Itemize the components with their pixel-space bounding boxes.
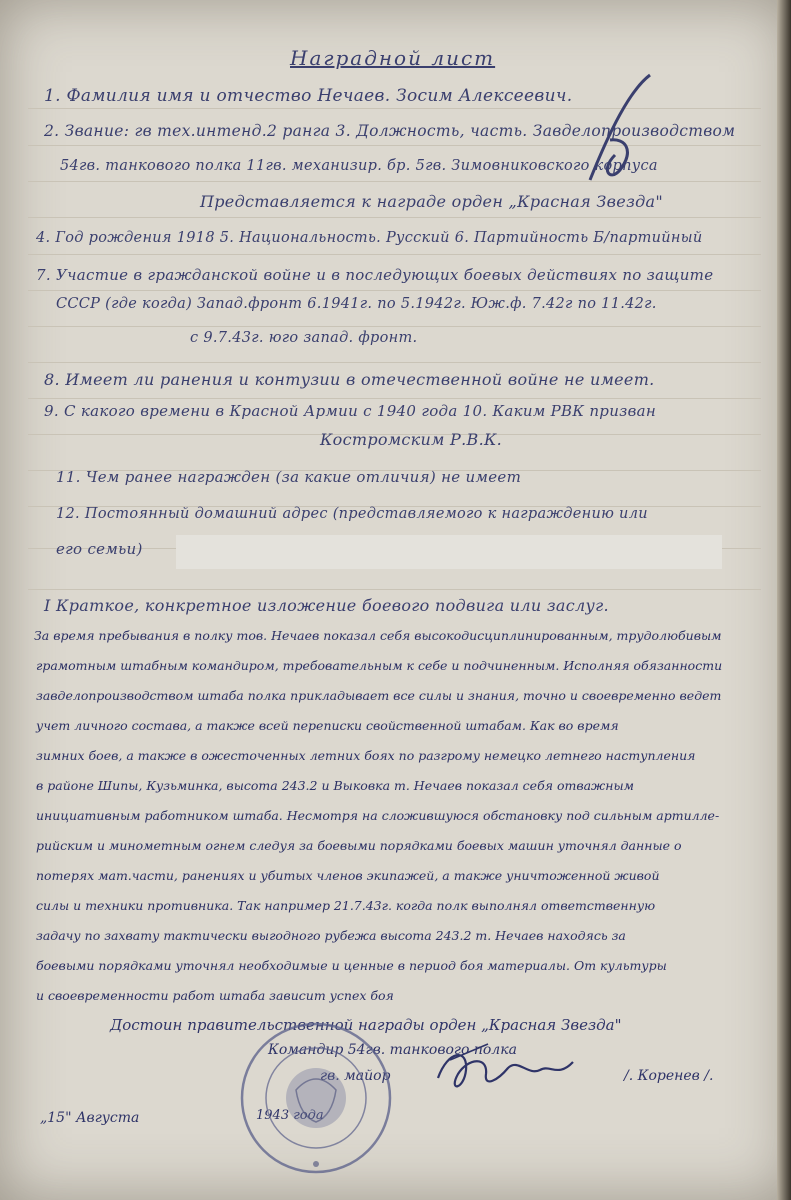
field-fronts-cont: с 9.7.43г. юго запад. фронт. xyxy=(190,330,418,346)
body-line: и своевременности работ штаба зависит успех боя xyxy=(36,988,394,1003)
field-birth-nationality-party: 4. Год рождения 1918 5. Национальность. Русский 6. Партийность Б/партийный xyxy=(36,230,703,246)
field-full-name: 1. Фамилия имя и отчество Нечаев. Зосим Алексеевич. xyxy=(44,86,573,106)
signing-year: 1943 года xyxy=(256,1108,324,1123)
body-line: задачу по захвату тактически выгодного рубежа высота 243.2 т. Нечаев находясь за xyxy=(36,928,626,943)
body-line: силы и техники противника. Так например 21.7.43г. когда полк выполнял ответственную xyxy=(36,898,656,913)
field-fronts: СССР (где когда) Запад.фронт 6.1941г. по 5.1942г. Юж.ф. 7.42г по 11.42г. xyxy=(56,296,657,312)
commander-title: Командир 54гв. танкового полка xyxy=(268,1042,517,1058)
body-line: инициативным работником штаба. Несмотря на сложившуюся обстановку под сильным артилле- xyxy=(36,808,720,823)
ruled-line xyxy=(28,217,761,218)
body-line: учет личного состава, а также всей переписки свойственной штабам. Как во время xyxy=(36,718,619,733)
body-line: грамотным штабным командиром, требовательным к себе и подчиненным. Исполняя обязанности xyxy=(36,658,723,673)
commander-rank: гв. майор xyxy=(320,1068,391,1084)
commander-name: /. Коренев /. xyxy=(624,1068,714,1084)
body-line: завделопроизводством штаба полка прикладывает все силы и знания, точно и своевременно ведет xyxy=(36,688,722,703)
unit-stamp-icon xyxy=(236,1018,396,1178)
ruled-line xyxy=(28,362,761,363)
ruled-line xyxy=(28,254,761,255)
field-wounds: 8. Имеет ли ранения и контузии в отечественной войне не имеет. xyxy=(44,370,655,389)
body-line: зимних боев, а также в ожесточенных летних боях по разгрому немецко летнего наступления xyxy=(36,748,696,763)
handwritten-mark-icon xyxy=(580,70,660,190)
body-line: боевыми порядками уточнял необходимые и ценные в период боя материалы. От культуры xyxy=(36,958,667,973)
ruled-line xyxy=(28,589,761,590)
body-line: За время пребывания в полку тов. Нечаев показал себя высокодисциплинированным, трудолюбивым xyxy=(34,628,722,643)
conclusion: Достоин правительственной награды орден „Красная Звезда" xyxy=(110,1016,622,1034)
commander-signature-icon xyxy=(428,1040,588,1100)
award-nomination: Представляется к награде орден „Красная Звезда" xyxy=(200,192,664,211)
field-army-service: 9. С какого времени в Красной Армии с 1940 года 10. Каким РВК призван xyxy=(44,402,657,420)
body-line: в районе Шипы, Кузьминка, высота 243.2 и Выковка т. Нечаев показал себя отважным xyxy=(36,778,635,793)
ruled-line xyxy=(28,326,761,327)
paper-edge-shadow xyxy=(777,0,791,1200)
body-heading: I Краткое, конкретное изложение боевого подвига или заслуг. xyxy=(44,596,609,615)
ruled-line xyxy=(28,290,761,291)
body-line: потерях мат.части, ранениях и убитых членов экипажей, а также уничтоженной живой xyxy=(36,868,660,883)
field-rvk: Костромским Р.В.К. xyxy=(320,430,503,449)
field-home-address-cont: его семьи) xyxy=(56,540,143,558)
body-line: рийским и минометным огнем следуя за боевыми порядками боевых машин уточнял данные о xyxy=(36,838,682,853)
field-home-address: 12. Постоянный домашний адрес (представляемого к награждению или xyxy=(56,506,648,522)
field-unit: 54гв. танкового полка 11гв. механизир. бр. 5гв. Зимовниковского корпуса xyxy=(60,158,658,174)
document-title: Наградной лист xyxy=(290,46,496,70)
redacted-address-block xyxy=(176,535,722,569)
field-previous-awards: 11. Чем ранее награжден (за какие отличия) не имеет xyxy=(56,468,522,486)
ruled-line xyxy=(28,398,761,399)
signing-date: „15" Августа xyxy=(40,1110,140,1126)
field-civil-war: 7. Участие в гражданской войне и в последующих боевых действиях по защите xyxy=(36,266,714,284)
field-rank-position: 2. Звание: гв тех.интенд.2 ранга 3. Должность, часть. Завделопроизводством xyxy=(44,122,736,140)
